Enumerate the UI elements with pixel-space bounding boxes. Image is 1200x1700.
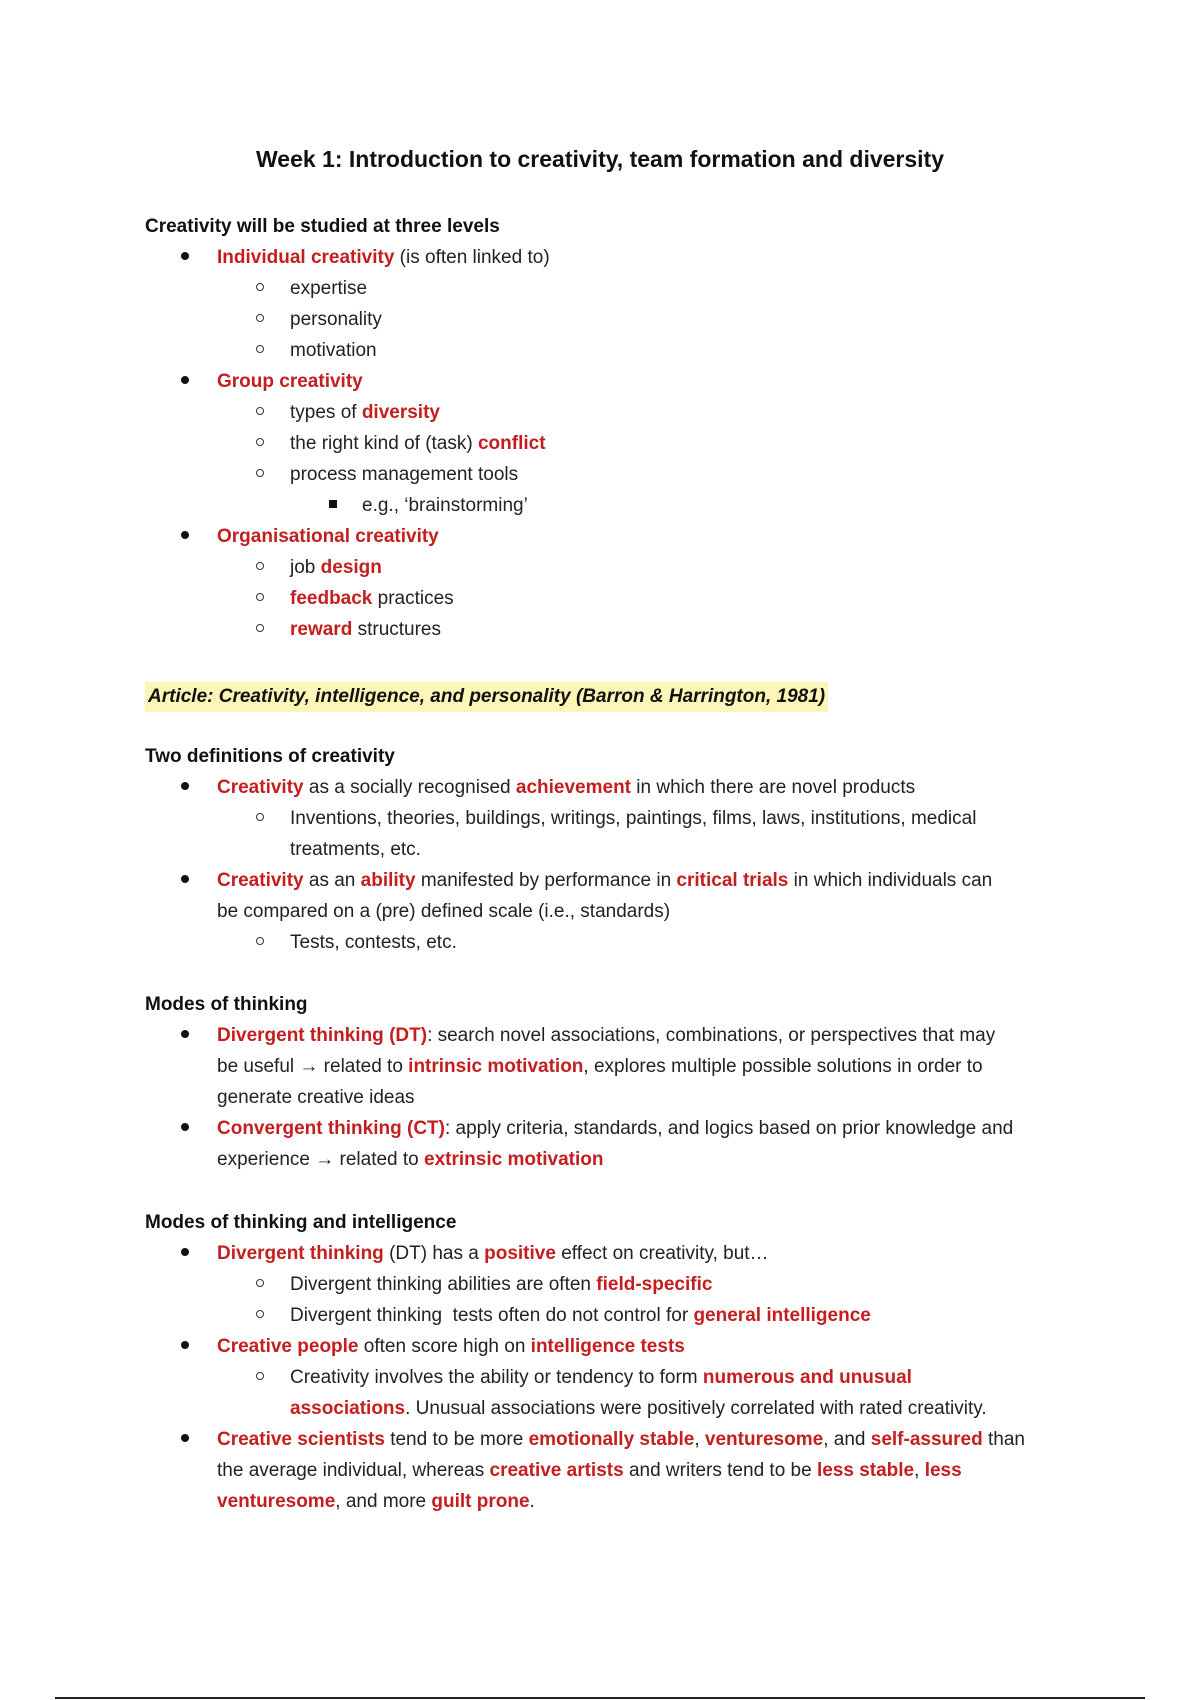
list-item: the right kind of (task) conflict bbox=[145, 428, 1075, 459]
bullet-circle-icon bbox=[256, 614, 264, 645]
bullet-disc-icon bbox=[181, 1331, 189, 1362]
bullet-disc-icon bbox=[181, 1113, 189, 1144]
bullet-square-icon bbox=[329, 490, 337, 521]
list-item: Divergent thinking abilities are often field-specific bbox=[145, 1269, 1075, 1300]
page-title: Week 1: Introduction to creativity, team formation and diversity bbox=[255, 146, 944, 172]
list-item: Creativity involves the ability or tendency to form numerous and unusual bbox=[145, 1362, 1075, 1393]
bullet-circle-icon bbox=[256, 1362, 264, 1393]
bullet-disc-icon bbox=[181, 1020, 189, 1051]
bullet-circle-icon bbox=[256, 1300, 264, 1331]
list-item-continuation: associations. Unusual associations were positively correlated with rated creativity. bbox=[290, 1398, 987, 1419]
article-reference: Article: Creativity, intelligence, and personality (Barron & Harrington, 1981) bbox=[145, 682, 828, 712]
bullet-disc-icon bbox=[181, 1238, 189, 1269]
list-item: Divergent thinking (DT) has a positive effect on creativity, but… bbox=[145, 1238, 1075, 1269]
list-item: motivation bbox=[145, 335, 1075, 366]
list-item: Organisational creativity bbox=[145, 521, 1075, 552]
bullet-circle-icon bbox=[256, 273, 264, 304]
bullet-circle-icon bbox=[256, 335, 264, 366]
list-item-continuation: be useful → related to intrinsic motivation, explores multiple possible solutions in order to bbox=[217, 1056, 983, 1077]
bullet-circle-icon bbox=[256, 397, 264, 428]
section-heading: Modes of thinking bbox=[145, 994, 308, 1015]
bullet-circle-icon bbox=[256, 428, 264, 459]
list-item: Convergent thinking (CT): apply criteria, standards, and logics based on prior knowledge and bbox=[145, 1113, 1075, 1144]
list-item-continuation: experience → related to extrinsic motivation bbox=[217, 1149, 604, 1170]
bullet-circle-icon bbox=[256, 552, 264, 583]
list-item: job design bbox=[145, 552, 1075, 583]
bullet-disc-icon bbox=[181, 366, 189, 397]
bullet-disc-icon bbox=[181, 242, 189, 273]
list-item: Divergent thinking (DT): search novel associations, combinations, or perspectives that may bbox=[145, 1020, 1075, 1051]
bullet-circle-icon bbox=[256, 583, 264, 614]
bullet-circle-icon bbox=[256, 803, 264, 834]
section-three-levels bbox=[145, 212, 1075, 645]
list-item: Creativity as an ability manifested by performance in critical trials in which individuals can bbox=[145, 865, 1075, 896]
bullet-disc-icon bbox=[181, 865, 189, 896]
list-item: types of diversity bbox=[145, 397, 1075, 428]
list-item-continuation: treatments, etc. bbox=[290, 839, 421, 860]
list-item: reward structures bbox=[145, 614, 1075, 645]
bullet-circle-icon bbox=[256, 304, 264, 335]
list-item: Creative people often score high on intelligence tests bbox=[145, 1331, 1075, 1362]
bullet-circle-icon bbox=[256, 927, 264, 958]
list-item: Inventions, theories, buildings, writings, paintings, films, laws, institutions, medical bbox=[145, 803, 1075, 834]
list-item: Creative scientists tend to be more emotionally stable, venturesome, and self-assured than bbox=[145, 1424, 1075, 1455]
section-heading: Two definitions of creativity bbox=[145, 746, 395, 767]
section-heading: Creativity will be studied at three levels bbox=[145, 216, 500, 237]
list-item: Individual creativity (is often linked to) bbox=[145, 242, 1075, 273]
bullet-disc-icon bbox=[181, 521, 189, 552]
list-item-continuation: venturesome, and more guilt prone. bbox=[217, 1491, 535, 1512]
section-thinking-and-intelligence bbox=[145, 1208, 1075, 1517]
list-item-continuation: generate creative ideas bbox=[217, 1087, 415, 1108]
bullet-circle-icon bbox=[256, 459, 264, 490]
list-item: Tests, contests, etc. bbox=[145, 927, 1075, 958]
list-item: feedback practices bbox=[145, 583, 1075, 614]
list-item: Divergent thinking tests often do not control for general intelligence bbox=[145, 1300, 1075, 1331]
list-item: expertise bbox=[145, 273, 1075, 304]
list-item: personality bbox=[145, 304, 1075, 335]
list-item-continuation: the average individual, whereas creative artists and writers tend to be less stable, less bbox=[217, 1460, 962, 1481]
list-item: e.g., ‘brainstorming’ bbox=[145, 490, 1075, 521]
section-heading: Modes of thinking and intelligence bbox=[145, 1212, 457, 1233]
bullet-disc-icon bbox=[181, 1424, 189, 1455]
list-item: Creativity as a socially recognised achievement in which there are novel products bbox=[145, 772, 1075, 803]
footer-divider bbox=[55, 1697, 1145, 1699]
bullet-disc-icon bbox=[181, 772, 189, 803]
list-item-continuation: be compared on a (pre) defined scale (i.e., standards) bbox=[217, 901, 671, 922]
section-two-definitions bbox=[145, 742, 1075, 958]
list-item: Group creativity bbox=[145, 366, 1075, 397]
bullet-circle-icon bbox=[256, 1269, 264, 1300]
section-modes-of-thinking bbox=[145, 990, 1075, 1175]
list-item: process management tools bbox=[145, 459, 1075, 490]
